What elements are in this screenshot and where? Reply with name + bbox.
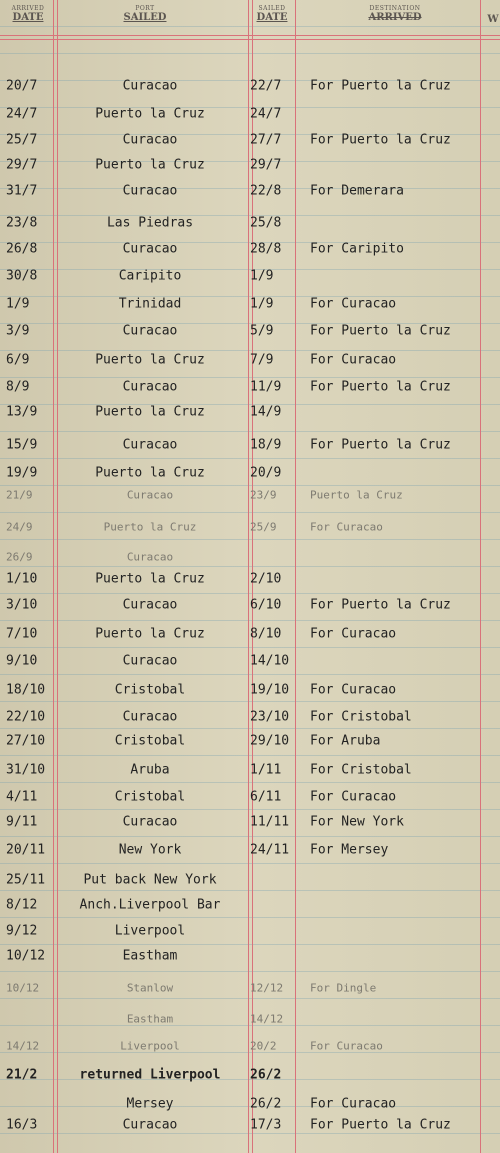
port-sailed-cell: Puerto la Cruz: [103, 520, 197, 534]
port-sailed-cell: Curacao: [122, 653, 178, 669]
table-row: [0, 1117, 500, 1133]
arrived-date-cell: 10/12: [6, 948, 46, 964]
sailed-date-cell: 23/9: [250, 488, 277, 502]
table-row: [0, 733, 500, 749]
arrived-date-cell: 29/7: [6, 157, 38, 173]
arrived-date-cell: 25/11: [6, 872, 46, 888]
arrived-date-cell: 1/10: [6, 571, 38, 587]
arrived-date-cell: 18/10: [6, 682, 46, 698]
arrived-date-cell: 4/11: [6, 789, 38, 805]
table-row: [0, 842, 500, 858]
header-partial-label: W: [487, 14, 499, 25]
table-row: [0, 1012, 500, 1026]
column-rule: [295, 0, 296, 1153]
port-sailed-cell: Anch.Liverpool Bar: [79, 897, 221, 913]
port-sailed-cell: Liverpool: [114, 923, 186, 939]
column-rule: [57, 0, 58, 1153]
port-sailed-cell: Liverpool: [120, 1039, 180, 1053]
arrived-date-cell: 7/10: [6, 626, 38, 642]
column-rule: [53, 0, 54, 1153]
port-sailed-cell: Curacao: [122, 78, 178, 94]
arrived-date-cell: 25/7: [6, 132, 38, 148]
arrived-date-cell: 31/10: [6, 762, 46, 778]
port-sailed-cell: Curacao: [122, 1117, 178, 1133]
table-row: [0, 183, 500, 199]
port-sailed-cell: Mersey: [126, 1096, 174, 1112]
port-sailed-cell: Cristobal: [114, 682, 186, 698]
table-row: [0, 352, 500, 368]
arrived-date-cell: 24/7: [6, 106, 38, 122]
table-row: [0, 268, 500, 284]
port-sailed-cell: Curacao: [122, 132, 178, 148]
arrived-date-cell: 20/7: [6, 78, 38, 94]
arrived-date-cell: 16/3: [6, 1117, 38, 1133]
port-sailed-cell: Puerto la Cruz: [95, 626, 205, 642]
arrived-date-cell: 3/10: [6, 597, 38, 613]
table-row: [0, 1067, 500, 1083]
port-sailed-cell: Cristobal: [114, 733, 186, 749]
table-row: [0, 132, 500, 148]
destination-cell: For Curacao: [310, 1096, 397, 1112]
arrived-date-cell: 3/9: [6, 323, 30, 339]
arrived-date-cell: 1/9: [6, 296, 30, 312]
arrived-date-cell: 13/9: [6, 404, 38, 420]
destination-cell: For Puerto la Cruz: [310, 379, 451, 395]
sailed-date-cell: 17/3: [250, 1117, 282, 1133]
destination-cell: For Curacao: [310, 352, 397, 368]
destination-cell: For Puerto la Cruz: [310, 323, 451, 339]
header-sailed-main: DATE: [256, 12, 288, 23]
sailed-date-cell: 25/8: [250, 215, 282, 231]
sailed-date-cell: 5/9: [250, 323, 274, 339]
sailed-date-cell: 23/10: [250, 709, 290, 725]
sailed-date-cell: 22/8: [250, 183, 282, 199]
table-row: [0, 814, 500, 830]
table-row: [0, 404, 500, 420]
port-sailed-cell: Las Piedras: [106, 215, 194, 231]
port-sailed-cell: Eastham: [126, 1012, 174, 1026]
port-sailed-cell: Curacao: [122, 597, 178, 613]
arrived-date-cell: 9/10: [6, 653, 38, 669]
sailed-date-cell: 1/9: [250, 296, 274, 312]
arrived-date-cell: 26/8: [6, 241, 38, 257]
table-row: [0, 106, 500, 122]
destination-cell: For Curacao: [310, 296, 397, 312]
port-sailed-cell: Stanlow: [126, 981, 174, 995]
port-sailed-cell: Puerto la Cruz: [95, 352, 205, 368]
port-sailed-cell: Puerto la Cruz: [95, 106, 205, 122]
header-sailed-top: SAILED: [258, 5, 286, 12]
port-sailed-cell: Curacao: [122, 379, 178, 395]
header-arrived-top: ARRIVED: [11, 5, 45, 12]
destination-cell: For Puerto la Cruz: [310, 132, 451, 148]
arrived-date-cell: 15/9: [6, 437, 38, 453]
port-sailed-cell: Curacao: [122, 241, 178, 257]
port-sailed-cell: Puerto la Cruz: [95, 465, 205, 481]
destination-cell: For Curacao: [310, 789, 397, 805]
arrived-date-cell: 26/9: [6, 550, 33, 564]
column-rule: [248, 0, 249, 1153]
table-row: [0, 789, 500, 805]
table-row: [0, 981, 500, 995]
table-row: [0, 520, 500, 534]
port-sailed-cell: Puerto la Cruz: [95, 404, 205, 420]
sailed-date-cell: 26/2: [250, 1096, 282, 1112]
destination-cell: For Curacao: [310, 682, 397, 698]
arrived-date-cell: 27/10: [6, 733, 46, 749]
table-row: [0, 762, 500, 778]
port-sailed-cell: Curacao: [122, 437, 178, 453]
table-row: [0, 653, 500, 669]
table-row: [0, 157, 500, 173]
sailed-date-cell: 6/11: [250, 789, 282, 805]
arrived-date-cell: 19/9: [6, 465, 38, 481]
port-sailed-cell: Cristobal: [114, 789, 186, 805]
port-sailed-cell: Curacao: [122, 814, 178, 830]
arrived-date-cell: 8/12: [6, 897, 38, 913]
header-partial: [486, 14, 500, 25]
port-sailed-cell: Puerto la Cruz: [95, 571, 205, 587]
sailed-date-cell: 18/9: [250, 437, 282, 453]
header-arrived-date: [4, 6, 52, 23]
table-row: [0, 437, 500, 453]
sailed-date-cell: 20/2: [250, 1039, 277, 1053]
sailed-date-cell: 1/9: [250, 268, 274, 284]
table-row: [0, 597, 500, 613]
sailed-date-cell: 28/8: [250, 241, 282, 257]
table-row: [0, 465, 500, 481]
port-sailed-cell: Aruba: [130, 762, 170, 778]
destination-cell: For New York: [310, 814, 404, 830]
destination-cell: Puerto la Cruz: [310, 488, 403, 502]
header-rule: [0, 39, 500, 40]
sailed-date-cell: 14/9: [250, 404, 282, 420]
header-port-sailed: [100, 6, 190, 23]
header-dest-main: ARRIVED: [368, 12, 422, 23]
arrived-date-cell: 22/10: [6, 709, 46, 725]
port-sailed-cell: returned Liverpool: [79, 1067, 221, 1083]
destination-cell: For Demerara: [310, 183, 404, 199]
port-sailed-cell: Eastham: [122, 948, 178, 964]
arrived-date-cell: 8/9: [6, 379, 30, 395]
table-row: [0, 897, 500, 913]
port-sailed-cell: Curacao: [122, 323, 178, 339]
port-sailed-cell: Curacao: [126, 488, 174, 502]
destination-cell: For Aruba: [310, 733, 381, 749]
table-row: [0, 872, 500, 888]
table-row: [0, 682, 500, 698]
header-port-main: SAILED: [123, 12, 167, 23]
sailed-date-cell: 7/9: [250, 352, 274, 368]
sailed-date-cell: 1/11: [250, 762, 282, 778]
sailed-date-cell: 11/11: [250, 814, 290, 830]
arrived-date-cell: 23/8: [6, 215, 38, 231]
header-arrived-main: DATE: [12, 12, 44, 23]
table-row: [0, 626, 500, 642]
arrived-date-cell: 21/2: [6, 1067, 38, 1083]
destination-cell: For Puerto la Cruz: [310, 437, 451, 453]
sailed-date-cell: 14/10: [250, 653, 290, 669]
sailed-date-cell: 20/9: [250, 465, 282, 481]
sailed-date-cell: 29/7: [250, 157, 282, 173]
table-row: [0, 488, 500, 502]
destination-cell: For Cristobal: [310, 762, 412, 778]
port-sailed-cell: Curacao: [126, 550, 174, 564]
sailed-date-cell: 22/7: [250, 78, 282, 94]
destination-cell: For Curacao: [310, 520, 383, 534]
arrived-date-cell: 9/11: [6, 814, 38, 830]
table-row: [0, 709, 500, 725]
arrived-date-cell: 9/12: [6, 923, 38, 939]
sailed-date-cell: 12/12: [250, 981, 284, 995]
sailed-date-cell: 29/10: [250, 733, 290, 749]
arrived-date-cell: 24/9: [6, 520, 33, 534]
arrived-date-cell: 10/12: [6, 981, 40, 995]
destination-cell: For Puerto la Cruz: [310, 597, 451, 613]
table-row: [0, 296, 500, 312]
arrived-date-cell: 20/11: [6, 842, 46, 858]
table-row: [0, 948, 500, 964]
destination-cell: For Mersey: [310, 842, 389, 858]
table-row: [0, 1096, 500, 1112]
port-sailed-cell: New York: [118, 842, 182, 858]
sailed-date-cell: 6/10: [250, 597, 282, 613]
port-sailed-cell: Curacao: [122, 709, 178, 725]
destination-cell: For Cristobal: [310, 709, 412, 725]
port-sailed-cell: Put back New York: [83, 872, 217, 888]
table-row: [0, 923, 500, 939]
sailed-date-cell: 24/7: [250, 106, 282, 122]
sailed-date-cell: 25/9: [250, 520, 277, 534]
header-destination: [345, 6, 445, 23]
arrived-date-cell: 30/8: [6, 268, 38, 284]
destination-cell: For Puerto la Cruz: [310, 1117, 451, 1133]
table-row: [0, 215, 500, 231]
header-sailed-date: [250, 6, 294, 23]
table-row: [0, 1039, 500, 1053]
table-row: [0, 571, 500, 587]
sailed-date-cell: 26/2: [250, 1067, 282, 1083]
sailed-date-cell: 2/10: [250, 571, 282, 587]
table-row: [0, 241, 500, 257]
sailed-date-cell: 27/7: [250, 132, 282, 148]
arrived-date-cell: 14/12: [6, 1039, 40, 1053]
header-dest-top: DESTINATION: [369, 5, 421, 12]
table-row: [0, 550, 500, 564]
column-rule: [480, 0, 481, 1153]
destination-cell: For Dingle: [310, 981, 377, 995]
sailed-date-cell: 24/11: [250, 842, 290, 858]
sailed-date-cell: 11/9: [250, 379, 282, 395]
destination-cell: For Puerto la Cruz: [310, 78, 451, 94]
destination-cell: For Caripito: [310, 241, 404, 257]
sailed-date-cell: 8/10: [250, 626, 282, 642]
sailed-date-cell: 14/12: [250, 1012, 284, 1026]
header-rule: [0, 35, 500, 36]
header-port-top: PORT: [135, 5, 155, 12]
table-row: [0, 323, 500, 339]
arrived-date-cell: 21/9: [6, 488, 33, 502]
table-row: [0, 78, 500, 94]
port-sailed-cell: Trinidad: [118, 296, 182, 312]
table-row: [0, 379, 500, 395]
arrived-date-cell: 6/9: [6, 352, 30, 368]
arrived-date-cell: 31/7: [6, 183, 38, 199]
port-sailed-cell: Curacao: [122, 183, 178, 199]
port-sailed-cell: Puerto la Cruz: [95, 157, 205, 173]
destination-cell: For Curacao: [310, 626, 397, 642]
port-sailed-cell: Caripito: [118, 268, 182, 284]
sailed-date-cell: 19/10: [250, 682, 290, 698]
destination-cell: For Curacao: [310, 1039, 383, 1053]
